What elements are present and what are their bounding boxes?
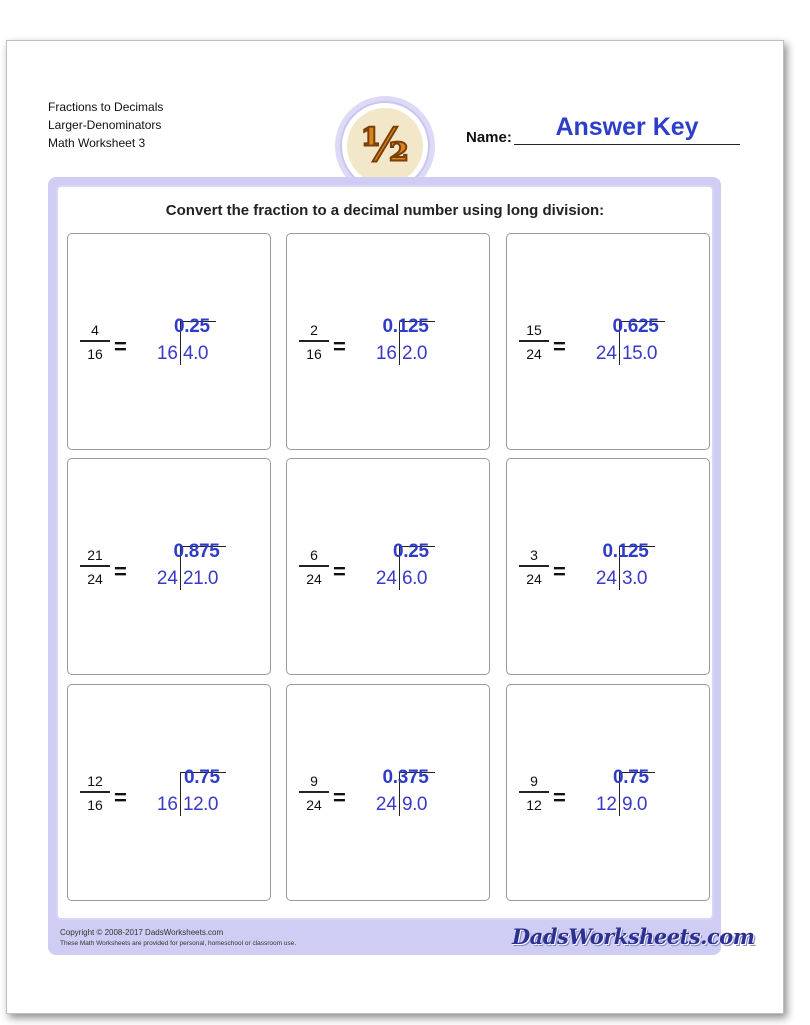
dividend: 15.0 <box>622 343 657 364</box>
fraction-denominator: 24 <box>526 346 542 362</box>
quotient: 0.125 <box>382 316 429 337</box>
name-underline <box>514 144 740 145</box>
title-line-1: Fractions to Decimals <box>48 100 164 114</box>
fraction-numerator: 9 <box>530 773 538 789</box>
fraction-numerator: 9 <box>310 773 318 789</box>
fraction-bar <box>519 340 549 342</box>
equals-sign: = <box>553 334 566 359</box>
quotient: 0.75 <box>184 767 220 788</box>
worksheet-title <box>48 98 163 152</box>
problem-box <box>286 458 490 675</box>
problem-box <box>506 458 710 675</box>
dividend: 9.0 <box>622 794 647 815</box>
fraction-denominator: 24 <box>87 571 103 587</box>
divisor: 12 <box>595 794 617 815</box>
fraction-numerator: 4 <box>91 322 99 338</box>
usage-note: These Math Worksheets are provided for personal, homeschool or classroom use. <box>60 940 297 947</box>
fraction-bar <box>80 340 110 342</box>
divisor: 24 <box>156 568 178 589</box>
divisor: 24 <box>375 568 397 589</box>
fraction-bar <box>519 791 549 793</box>
fraction-denominator: 12 <box>526 797 542 813</box>
fraction-numerator: 6 <box>310 547 318 563</box>
quotient: 0.75 <box>613 767 649 788</box>
fraction-numerator: 2 <box>310 322 318 338</box>
fraction-bar <box>80 565 110 567</box>
quotient: 0.25 <box>174 316 210 337</box>
quotient: 0.875 <box>173 541 220 562</box>
fraction-denominator: 24 <box>306 797 322 813</box>
answer-key-text: Answer Key <box>555 113 699 141</box>
problem-box <box>286 684 490 901</box>
title-line-3: Math Worksheet 3 <box>48 136 146 150</box>
fraction-numerator: 15 <box>526 322 542 338</box>
fraction-denominator: 24 <box>526 571 542 587</box>
problem-box <box>286 233 490 450</box>
quotient: 0.625 <box>612 316 659 337</box>
fraction-numerator: 12 <box>87 773 103 789</box>
equals-sign: = <box>114 559 127 584</box>
fraction-bar <box>80 791 110 793</box>
equals-sign: = <box>333 785 346 810</box>
fraction-denominator: 24 <box>306 571 322 587</box>
fraction-denominator: 16 <box>87 797 103 813</box>
fraction-bar <box>299 340 329 342</box>
dividend: 2.0 <box>402 343 427 364</box>
problem-box <box>67 233 271 450</box>
problem-box <box>506 684 710 901</box>
dividend: 6.0 <box>402 568 427 589</box>
dividend: 12.0 <box>183 794 218 815</box>
title-line-2: Larger-Denominators <box>48 118 162 132</box>
equals-sign: = <box>553 559 566 584</box>
equals-sign: = <box>114 785 127 810</box>
divisor: 16 <box>375 343 397 364</box>
fraction-numerator: 3 <box>530 547 538 563</box>
divisor: 24 <box>595 568 617 589</box>
fraction-bar <box>519 565 549 567</box>
dividend: 21.0 <box>183 568 218 589</box>
quotient: 0.375 <box>382 767 429 788</box>
equals-sign: = <box>333 334 346 359</box>
fraction-bar <box>299 791 329 793</box>
problem-box <box>67 684 271 901</box>
dividend: 9.0 <box>402 794 427 815</box>
dividend: 4.0 <box>183 343 208 364</box>
dividend: 3.0 <box>622 568 647 589</box>
dadsworksheets-logo: DadsWorksheets.com <box>512 924 755 949</box>
problem-box <box>506 233 710 450</box>
fraction-denominator: 16 <box>87 346 103 362</box>
quotient: 0.25 <box>393 541 429 562</box>
quotient: 0.125 <box>602 541 649 562</box>
copyright-text: Copyright © 2008-2017 DadsWorksheets.com <box>60 928 224 937</box>
divisor: 16 <box>156 343 178 364</box>
equals-sign: = <box>114 334 127 359</box>
problem-box <box>67 458 271 675</box>
fraction-bar <box>299 565 329 567</box>
fraction-numerator: 21 <box>87 547 103 563</box>
equals-sign: = <box>553 785 566 810</box>
name-label: Name: <box>466 129 512 146</box>
fraction-denominator: 16 <box>306 346 322 362</box>
divisor: 24 <box>595 343 617 364</box>
divisor: 24 <box>375 794 397 815</box>
divisor: 16 <box>156 794 178 815</box>
instructions: Convert the fraction to a decimal number using long division: <box>165 202 605 219</box>
svg-text:½: ½ <box>361 118 409 172</box>
equals-sign: = <box>333 559 346 584</box>
